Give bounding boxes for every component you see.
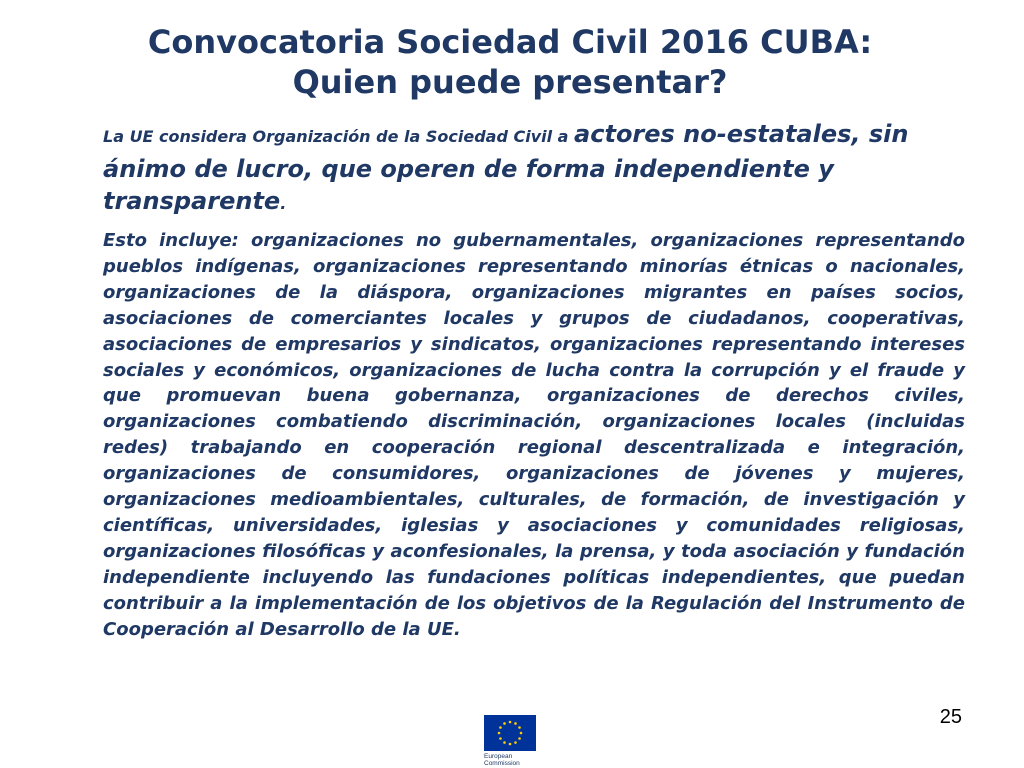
body-paragraph: Esto incluye: organizaciones no gubernamentales, organizaciones representando pueblos indígenas, organizaciones representando minorías étnicas o nacionales, organizaciones de la diáspora, organizaciones migrantes en países socios, asociaciones de comerciantes locales y grupos de ciudadanos, cooperativas, asociaciones de empresarios y sindicatos, organizaciones representando intereses sociales y económicos, organizaciones de lucha contra la corrupción y el fraude y que promuevan buena gobernanza, organizaciones de derechos civiles, organizaciones combatiendo discriminación, organizaciones locales (incluidas redes) trabajando en cooperación regional descentralizada e integración, organizaciones de consumidores, organizaciones de jóvenes y mujeres, organizaciones medioambientales, culturales, de formación, de investigación y científicas, universidades, iglesias y asociaciones y comunidades religiosas, organizaciones filosóficas y aconfesionales, la prensa, y toda asociación y fundación independiente incluyendo las fundaciones políticas independientes, que puedan contribuir a la implementación de los objetivos de la Regulación del Instrumento de Cooperación al Desarrollo de la UE. xyxy=(103,230,965,640)
eu-star-icon xyxy=(499,737,502,740)
eu-star-icon xyxy=(518,726,521,729)
eu-star-icon xyxy=(498,732,501,735)
page-number: 25 xyxy=(939,706,962,728)
eu-star-icon xyxy=(509,743,512,746)
eu-flag-icon xyxy=(484,715,536,751)
slide-content xyxy=(103,118,965,643)
logo-caption-line1: European xyxy=(484,753,513,760)
eu-star-icon xyxy=(503,722,506,725)
eu-star-icon xyxy=(499,726,502,729)
eu-star-icon xyxy=(520,732,523,735)
intro-period: . xyxy=(280,194,287,213)
intro-lead-text: La UE considera Organización de la Sociedad Civil a xyxy=(103,127,575,146)
eu-star-icon xyxy=(518,737,521,740)
european-commission-logo xyxy=(484,715,540,767)
slide-title xyxy=(60,22,960,102)
slide-title-line1: Convocatoria Sociedad Civil 2016 CUBA: xyxy=(147,23,873,61)
eu-star-icon xyxy=(509,721,512,724)
eu-star-icon xyxy=(514,741,517,744)
intro-emphasis-text: actores no-estatales, sin ánimo de lucro, que operen de forma independiente y transparente xyxy=(103,120,909,215)
eu-star-icon xyxy=(514,722,517,725)
eu-star-icon xyxy=(503,741,506,744)
logo-caption xyxy=(484,753,540,767)
intro-paragraph xyxy=(103,118,965,220)
logo-caption-line2: Commission xyxy=(484,760,520,767)
slide-title-line2: Quien puede presentar? xyxy=(292,63,728,101)
